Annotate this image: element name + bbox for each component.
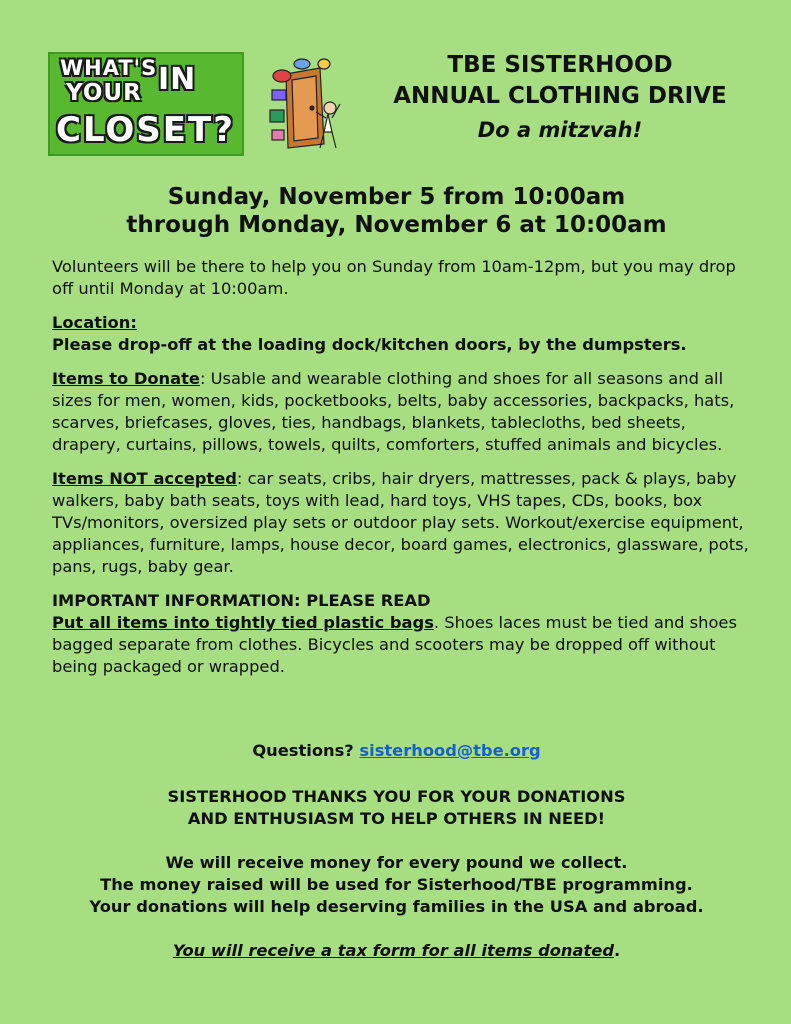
donate-heading: Items to Donate — [52, 369, 200, 388]
donate-section — [52, 368, 752, 456]
location-text: Please drop-off at the loading dock/kitchen doors, by the dumpsters. — [52, 335, 687, 354]
money-line-2: The money raised will be used for Sisterhood/TBE programming. — [100, 875, 693, 894]
logo-text-your: YOUR — [66, 80, 142, 106]
volunteers-paragraph: Volunteers will be there to help you on Sunday from 10am-12pm, but you may drop off until Monday at 10:00am. — [52, 257, 736, 298]
questions-line — [40, 740, 753, 762]
important-text: . Shoes laces must be tied and shoes bagged separate from clothes. Bicycles and scooters may be dropped off without being packaged or wrapped. — [52, 613, 737, 676]
logo-text-closet: CLOSET? — [56, 110, 235, 150]
tax-form-period: . — [614, 941, 621, 960]
important-heading: IMPORTANT INFORMATION: PLEASE READ — [52, 591, 431, 610]
event-title: ANNUAL CLOTHING DRIVE — [393, 83, 727, 109]
questions-label: Questions? — [252, 741, 360, 760]
sisterhood-email-link[interactable]: sisterhood@tbe.org — [359, 741, 541, 760]
not-accepted-text: : car seats, cribs, hair dryers, mattresses, pack & plays, baby walkers, baby bath seats, toys with lead, hard toys, VHS tapes, CDs, books, box TVs/monitors, oversized play sets or outdoor play sets. Workout/exercise equipment, appliances, furniture, lamps, house decor, board games, electronics, glassware, pots, pans, rugs, baby gear. — [52, 469, 749, 576]
date-line-end: through Monday, November 6 at 10:00am — [126, 212, 667, 238]
money-line-3: Your donations will help deserving families in the USA and abroad. — [89, 897, 704, 916]
thanks-line-2: AND ENTHUSIASM TO HELP OTHERS IN NEED! — [187, 809, 606, 828]
tax-form-note — [40, 940, 753, 962]
location-section — [52, 312, 752, 356]
not-accepted-section — [52, 468, 752, 578]
event-dates — [40, 183, 753, 239]
flyer-body — [52, 256, 752, 690]
closet-logo — [48, 52, 244, 156]
donate-text: : Usable and wearable clothing and shoes for all seasons and all sizes for men, women, kids, pocketbooks, belts, baby accessories, backpacks, hats, scarves, briefcases, gloves, ties, handbags, blankets, tablecloths, bed sheets, drapery, curtains, pillows, towels, quilts, comforters, stuffed animals and bicycles. — [52, 369, 735, 454]
thanks-message — [40, 786, 753, 830]
important-bagging-rule: Put all items into tightly tied plastic bags — [52, 613, 434, 632]
important-section — [52, 590, 752, 678]
organization-title: TBE SISTERHOOD — [447, 52, 673, 78]
date-line-start: Sunday, November 5 from 10:00am — [167, 184, 626, 210]
thanks-line-1: SISTERHOOD THANKS YOU FOR YOUR DONATIONS — [167, 787, 626, 806]
event-header — [372, 50, 748, 142]
money-message — [40, 852, 753, 918]
tagline: Do a mitzvah! — [477, 118, 643, 142]
location-heading: Location: — [52, 313, 137, 332]
money-line-1: We will receive money for every pound we collect. — [165, 853, 628, 872]
logo-text-whats: WHAT'S — [60, 56, 158, 80]
not-accepted-heading: Items NOT accepted — [52, 469, 237, 488]
important-body — [52, 612, 752, 678]
tax-form-text: You will receive a tax form for all items donated — [172, 941, 614, 960]
overflowing-closet-illustration — [258, 56, 344, 156]
logo-text-in: IN — [158, 62, 197, 97]
